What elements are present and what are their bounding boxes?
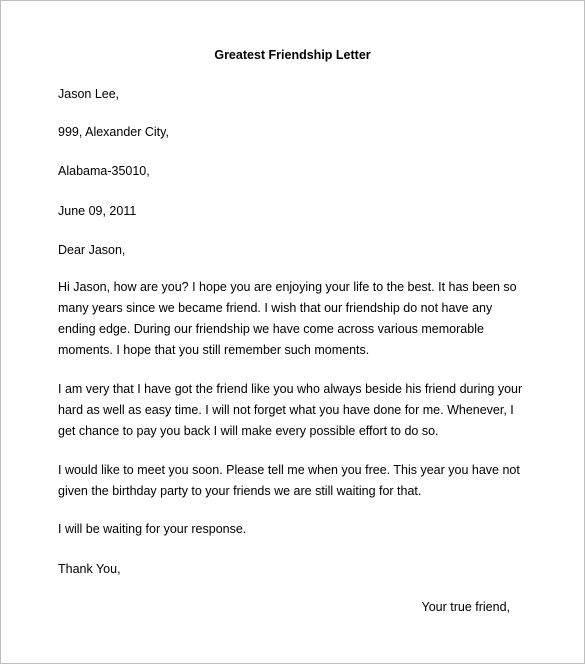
paragraph-line: hard as well as easy time. I will not forget what you have done for me. Whenever, I [58, 403, 514, 417]
paragraph-line: ending edge. During our friendship we have come across various memorable [58, 322, 484, 336]
closing-signoff: Your true friend, [421, 600, 510, 614]
paragraph-line: get chance to pay you back I will make every possible effort to do so. [58, 424, 439, 438]
paragraph-line: I will be waiting for your response. [58, 522, 247, 536]
letter-title: Greatest Friendship Letter [214, 48, 371, 62]
paragraph-line: I am very that I have got the friend like you who always beside his friend during your [58, 382, 523, 396]
letter-date: June 09, 2011 [58, 204, 137, 218]
thanks-line: Thank You, [58, 562, 121, 576]
body-paragraph-1 [58, 277, 518, 361]
body-paragraph-2 [58, 379, 523, 442]
paragraph-line: I would like to meet you soon. Please tell me when you free. This year you have not [58, 463, 520, 477]
paragraph-line: given the birthday party to your friends we are still waiting for that. [58, 484, 422, 498]
sender-address-line1: 999, Alexander City, [58, 125, 169, 139]
sender-name: Jason Lee, [58, 87, 120, 101]
body-paragraph-4 [58, 519, 518, 540]
paragraph-line: many years since we became friend. I wish that our friendship do not have any [58, 301, 493, 315]
body-paragraph-3 [58, 460, 518, 502]
paragraph-line: Hi Jason, how are you? I hope you are enjoying your life to the best. It has been so [58, 280, 517, 294]
sender-address-line2: Alabama-35010, [58, 164, 150, 178]
salutation: Dear Jason, [58, 243, 126, 257]
paragraph-line: moments. I hope that you still remember such moments. [58, 343, 370, 357]
